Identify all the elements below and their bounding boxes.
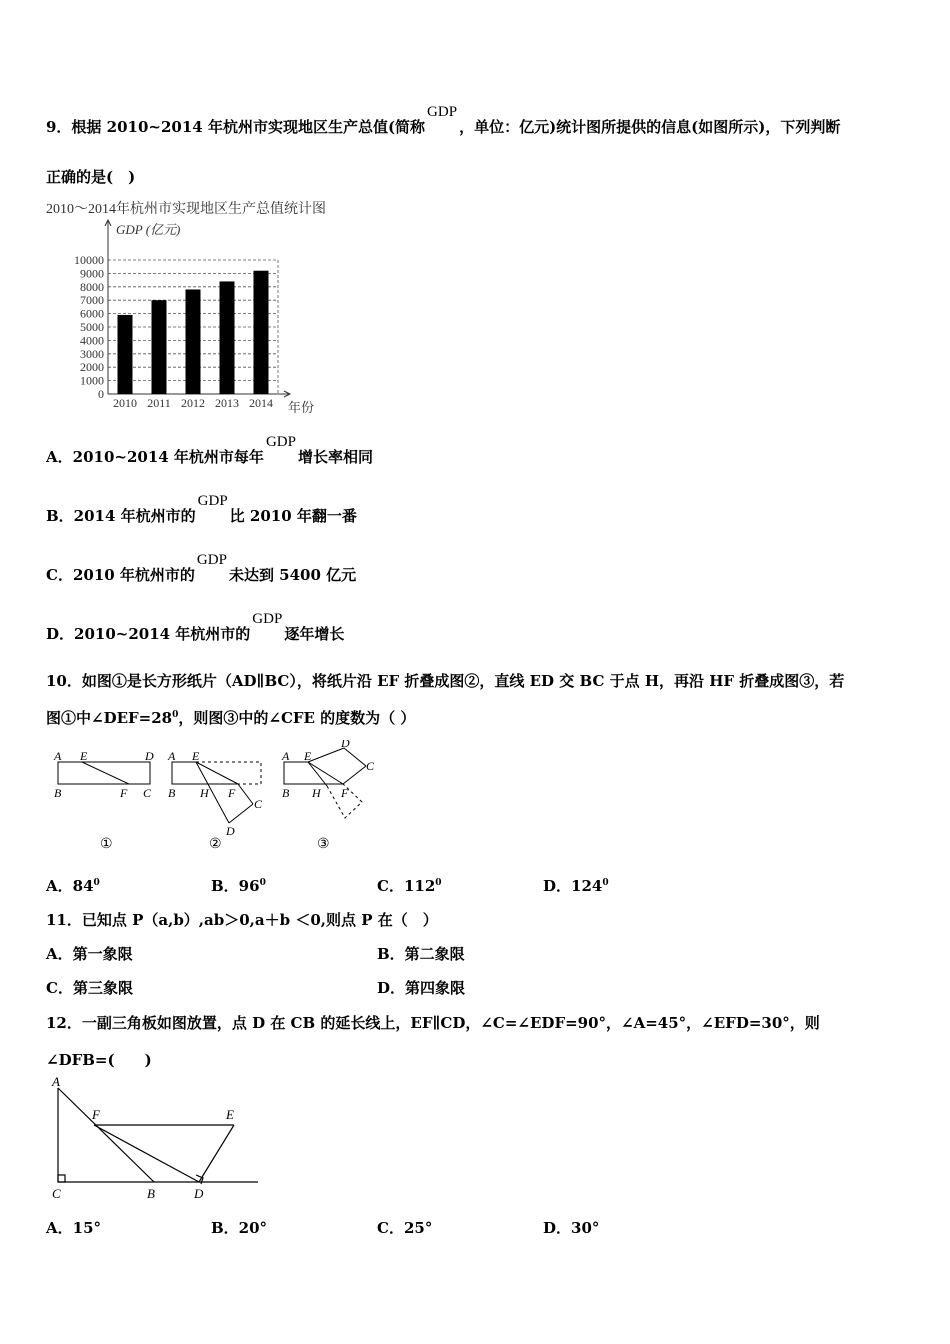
x-tick-2014: 2014 <box>249 396 273 410</box>
bar-2010 <box>118 315 133 394</box>
q9-option-b-pre: B．2014 年杭州市的 <box>46 507 196 525</box>
chart-y-ticks <box>74 253 104 401</box>
fig1-label-e: E <box>80 749 88 763</box>
y-tick-2000: 2000 <box>80 360 104 375</box>
bar-2013 <box>220 281 235 394</box>
fig3-line-ed <box>308 748 344 762</box>
line-ab <box>58 1088 154 1182</box>
q12-option-d[interactable]: D．30° <box>543 1219 600 1237</box>
x-tick-2010: 2010 <box>113 396 137 410</box>
y-tick-1000: 1000 <box>80 373 104 388</box>
q9-option-c-gdp: GDP <box>196 552 227 568</box>
q9-option-b-gdp: GDP <box>197 493 228 509</box>
fig1-fold-line-ef <box>82 762 129 784</box>
q12-label-c: C <box>52 1186 61 1201</box>
q9-option-d-post: 逐年增长 <box>284 625 345 643</box>
fig1-caption: ① <box>100 837 113 852</box>
q11-option-c[interactable]: C．第三象限 <box>46 979 133 997</box>
fig3-label-e: E <box>304 749 312 763</box>
q10-option-a-text: A．84 <box>46 877 94 895</box>
fig3-line-cf <box>343 766 366 784</box>
fig3-label-h: H <box>312 786 321 800</box>
fig1-label-f: F <box>120 786 128 800</box>
q9-option-a-pre: A．2010~2014 年杭州市每年 <box>46 448 264 466</box>
q9-option-a-gdp: GDP <box>265 434 296 450</box>
chart-title: 2010～2014年杭州市实现地区生产总值统计图 <box>46 202 326 217</box>
fig3-label-b: B <box>282 786 290 800</box>
q10-option-b-text: B．96 <box>211 877 260 895</box>
q9-stem-line2: 正确的是( ) <box>46 168 136 186</box>
fig3-label-c: C <box>366 759 375 773</box>
x-tick-2012: 2012 <box>181 396 205 410</box>
q10-option-c[interactable] <box>377 875 442 896</box>
q10-stem-line1: 10．如图①是长方形纸片（AD∥BC），将纸片沿 EF 折叠成图②，直线 ED 交 BC 于点 H，再沿 HF 折叠成图③，若 <box>46 672 845 690</box>
gdp-bar-chart <box>44 198 354 418</box>
q10-option-a-sup: 0 <box>93 878 100 888</box>
fig3-label-a: A <box>282 749 290 763</box>
q9-option-a-post: 增长率相同 <box>297 448 373 466</box>
fig3-fold-line-ef <box>308 762 343 784</box>
fig1-rectangle <box>58 762 150 784</box>
y-tick-5000: 5000 <box>80 320 104 334</box>
fig3-label-d: D <box>341 740 350 750</box>
fig3-label-f: F <box>341 786 349 800</box>
chart-ylabel: GDP (亿元) <box>116 222 181 237</box>
y-tick-8000: 8000 <box>80 279 104 294</box>
fig2-label-a: A <box>168 749 176 763</box>
q9-option-d[interactable] <box>46 611 345 644</box>
fig2-label-c: C <box>254 797 263 811</box>
bar-2012 <box>186 289 201 394</box>
bar-2014 <box>254 271 269 394</box>
fig1-label-b: B <box>54 786 62 800</box>
fig1-label-d: D <box>145 749 154 763</box>
q10-option-d-sup: 0 <box>602 878 609 888</box>
q9-option-b-post: 比 2010 年翻一番 <box>229 507 357 525</box>
q12-option-c[interactable]: C．25° <box>377 1219 433 1237</box>
line-fd <box>94 1125 199 1182</box>
fig2-line-dc <box>229 804 253 823</box>
y-tick-3000: 3000 <box>80 346 104 361</box>
q11-option-b[interactable]: B．第二象限 <box>377 945 465 963</box>
q9-option-a[interactable] <box>46 434 373 467</box>
q9-text-part1: 9．根据 2010~2014 年杭州市实现地区生产总值(简称 <box>46 118 426 136</box>
q9-option-c-pre: C．2010 年杭州市的 <box>46 566 195 584</box>
q9-gdp-label: GDP <box>427 104 458 120</box>
q10-option-b[interactable] <box>211 875 266 896</box>
y-tick-4000: 4000 <box>80 333 104 348</box>
q10-stem-post: ，则图③中的∠CFE 的度数为（ ） <box>178 709 416 727</box>
fig2-label-h: H <box>200 786 209 800</box>
q12-label-d: D <box>194 1186 204 1201</box>
q10-option-c-text: C．112 <box>377 877 436 895</box>
y-tick-6000: 6000 <box>80 306 104 321</box>
fig2-label-f: F <box>228 786 236 800</box>
x-tick-2013: 2013 <box>215 396 239 410</box>
q9-option-d-pre: D．2010~2014 年杭州市的 <box>46 625 251 643</box>
q10-stem-line2 <box>46 707 415 728</box>
fig2-label-e: E <box>192 749 200 763</box>
fig3-rectangle <box>284 762 314 784</box>
q12-option-b[interactable]: B．20° <box>211 1219 268 1237</box>
chart-x-ticks <box>113 396 273 410</box>
q12-label-b: B <box>147 1186 155 1201</box>
q10-option-d[interactable] <box>543 875 609 896</box>
q11-option-d[interactable]: D．第四象限 <box>377 979 466 997</box>
fig1-label-a: A <box>54 749 62 763</box>
q11-option-a[interactable]: A．第一象限 <box>46 945 133 963</box>
y-tick-7000: 7000 <box>80 293 104 308</box>
q12-option-a[interactable]: A．15° <box>46 1219 102 1237</box>
q9-option-b[interactable] <box>46 493 357 526</box>
q10-option-d-text: D．124 <box>543 877 603 895</box>
fig2-label-b: B <box>168 786 176 800</box>
q10-option-b-sup: 0 <box>259 878 266 888</box>
fig3-line-dc <box>344 748 366 766</box>
q10-option-c-sup: 0 <box>435 878 442 888</box>
fig1-label-c: C <box>143 786 152 800</box>
y-tick-9000: 9000 <box>80 266 104 281</box>
line-ed <box>199 1125 234 1182</box>
y-tick-0: 0 <box>98 387 104 401</box>
fig2-line-cf <box>238 784 253 804</box>
chart-xlabel: 年份 <box>288 400 315 415</box>
y-tick-10000: 10000 <box>74 253 104 267</box>
q9-option-c-post: 未达到 5400 亿元 <box>228 566 357 584</box>
q10-stem-pre: 图①中∠DEF=28 <box>46 709 173 727</box>
fig2-caption: ② <box>209 837 222 852</box>
x-tick-2011: 2011 <box>147 396 171 410</box>
fig2-rectangle <box>172 762 196 784</box>
q9-stem-line1 <box>46 104 841 137</box>
q12-label-e: E <box>226 1107 234 1122</box>
fig2-label-d: D <box>226 824 235 838</box>
q12-label-f: F <box>92 1107 100 1122</box>
fig3-line-eh <box>308 762 327 786</box>
q10-stem-sup: 0 <box>172 710 179 720</box>
q11-stem: 11．已知点 P（a,b）,ab＞0,a＋b ＜0,则点 P 在（ ） <box>46 911 438 929</box>
right-angle-c <box>58 1175 65 1182</box>
q10-folding-figures <box>44 740 394 858</box>
bar-2011 <box>152 300 167 394</box>
fig3-caption: ③ <box>317 837 330 852</box>
q12-triangle-figure <box>44 1074 266 1204</box>
q12-label-a: A <box>52 1074 60 1089</box>
chart-bars <box>118 271 269 394</box>
q9-option-c[interactable] <box>46 552 357 585</box>
q9-text-part2: ，单位：亿元)统计图所提供的信息(如图所示)，下列判断 <box>459 118 841 136</box>
q12-stem-line1: 12．一副三角板如图放置，点 D 在 CB 的延长线上，EF∥CD，∠C=∠EDF=90°，∠A=45°，∠EFD=30°，则 <box>46 1014 820 1032</box>
q9-option-d-gdp: GDP <box>252 611 283 627</box>
q10-option-a[interactable] <box>46 875 100 896</box>
q12-stem-line2: ∠DFB=( ) <box>46 1051 152 1069</box>
